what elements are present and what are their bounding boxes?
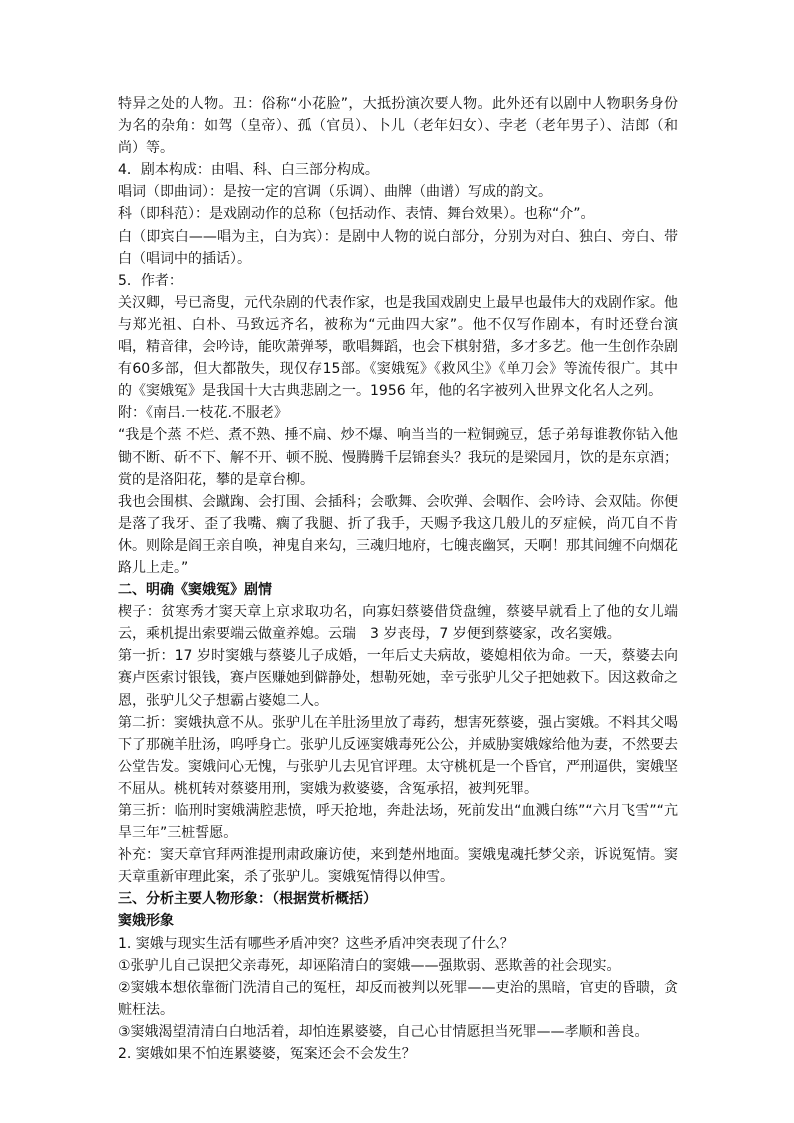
paragraph-question-one: 1. 窦娥与现实生活有哪些矛盾冲突？这些矛盾冲突表现了什么？ [118,935,514,952]
section-heading-characters: 三、分析主要人物形象：（根据赏析概括） [118,891,377,908]
section-heading-plot: 二、明确《窦娥冤》剧情 [118,582,272,599]
paragraph-answer-three: ③窦娥渴望清清白白地活着，却怕连累婆婆，自己心甘情愿担当死罪——孝顺和善良。 [118,1023,649,1040]
paragraph-poem-part1: “我是个蒸 不烂、煮不熟、捶不扁、炒不爆、响当当的一粒铜豌豆，恁子弟每谁教你钻入他锄不断、斫不下、解不开、顿不脱、慢腾腾千层锦套头？我玩的是梁园月，饮的是东京酒；赏的是洛阳花，攀的是章台柳。 [118,427,678,488]
paragraph-actions: 科（即科范）：是戏剧动作的总称（包括动作、表情、舞台效果）。也称“介”。 [118,206,595,223]
paragraph-act-two: 第二折：窦娥执意不从。张驴儿在羊肚汤里放了毒药，想害死蔡婆，强占窦娥。不料其父喝下了那碗羊肚汤，呜呼身亡。张驴儿反诬窦娥毒死公公，并威胁窦娥嫁给他为妻，不然要去公堂告发。窦娥问心无愧，与张驴儿去见官评理。太守桃杌是一个昏官，严刑逼供，窦娥坚不屈从。桃杌转对蔡婆用刑，窦娥为救婆婆，含冤承招，被判死罪。 [118,714,678,797]
paragraph-act-one: 第一折：17 岁时窦娥与蔡婆儿子成婚，一年后丈夫病故，婆媳相依为命。一天，蔡婆去向赛卢医索讨银钱，赛卢医赚她到僻静处，想勒死她，幸亏张驴儿父子把她救下。因这救命之恩，张驴儿父子想霸占婆媳二人。 [118,648,678,709]
paragraph-prologue: 楔子：贫寒秀才窦天章上京求取功名，向寡妇蔡婆借贷盘缠，蔡婆早就看上了他的女儿端云，乘机提出索要端云做童养媳。云瑞 3 岁丧母，7 岁便到蔡婆家，改名窦娥。 [118,604,678,643]
paragraph-question-two: 2. 窦娥如果不怕连累婆婆，冤案还会不会发生？ [118,1046,416,1063]
subheading-dou-e: 窦娥形象 [118,913,174,930]
paragraph-roles-continued: 特异之处的人物。丑：俗称“小花脸”，大抵扮演次要人物。此外还有以剧中人物职务身份为名的杂角：如驾（皇帝）、孤（官员）、卜儿（老年妇女）、孛老（老年男子）、洁郎（和尚）等。 [118,96,678,157]
paragraph-speech: 白（即宾白——唱为主，白为宾）：是剧中人物的说白部分，分别为对白、独白、旁白、带白（唱词中的插话）。 [118,228,678,267]
paragraph-supplement: 补充：窦天章官拜两淮提刑肃政廉访使，来到楚州地面。窦娥鬼魂托梦父亲，诉说冤情。窦天章重新审理此案，杀了张驴儿。窦娥冤情得以伸雪。 [118,847,678,886]
paragraph-lyrics: 唱词（即曲词）：是按一定的宫调（乐调）、曲牌（曲谱）写成的韵文。 [118,184,552,201]
paragraph-author-heading: 5．作者： [118,272,183,289]
document-page [118,93,678,1065]
paragraph-poem-part2: 我也会围棋、会蹴踘、会打围、会插科；会歌舞、会吹弹、会咽作、会吟诗、会双陆。你便是落了我牙、歪了我嘴、瘸了我腿、折了我手，天赐予我这几般儿的歹症候，尚兀自不肯休。则除是阎王亲自唤，神鬼自来勾，三魂归地府，七魄丧幽冥，天啊！那其间缠不向烟花路儿上走。” [118,493,678,576]
paragraph-act-three: 第三折：临刑时窦娥满腔悲愤，呼天抢地，奔赴法场，死前发出“血溅白练”“六月飞雪”“亢旱三年”三桩誓愿。 [118,803,678,842]
paragraph-appendix-title: 附：《南吕.一枝花.不服老》 [118,405,288,422]
paragraph-script-structure: 4．剧本构成：由唱、科、白三部分构成。 [118,162,379,179]
paragraph-answer-two: ②窦娥本想依靠衙门洗清自己的冤枉，却反而被判以死罪——吏治的黑暗，官吏的昏聩，贪赃枉法。 [118,979,678,1018]
paragraph-author-bio: 关汉卿，号已斋叟，元代杂剧的代表作家，也是我国戏剧史上最早也最伟大的戏剧作家。他与郑光祖、白朴、马致远齐名，被称为“元曲四大家”。他不仅写作剧本，有时还登台演唱，精音律，会吟诗，能吹萧弹琴，歌唱舞蹈，也会下棋射猎，多才多艺。他一生创作杂剧有60多部，但大都散失，现仅存15部。《窦娥冤》《救风尘》《单刀会》等流传很广。其中的《窦娥冤》是我国十大古典悲剧之一。1956 年，他的名字被列入世界文化名人之列。 [118,294,678,400]
paragraph-answer-one: ①张驴儿自己误把父亲毒死，却诬陷清白的窦娥——强欺弱、恶欺善的社会现实。 [118,957,621,974]
